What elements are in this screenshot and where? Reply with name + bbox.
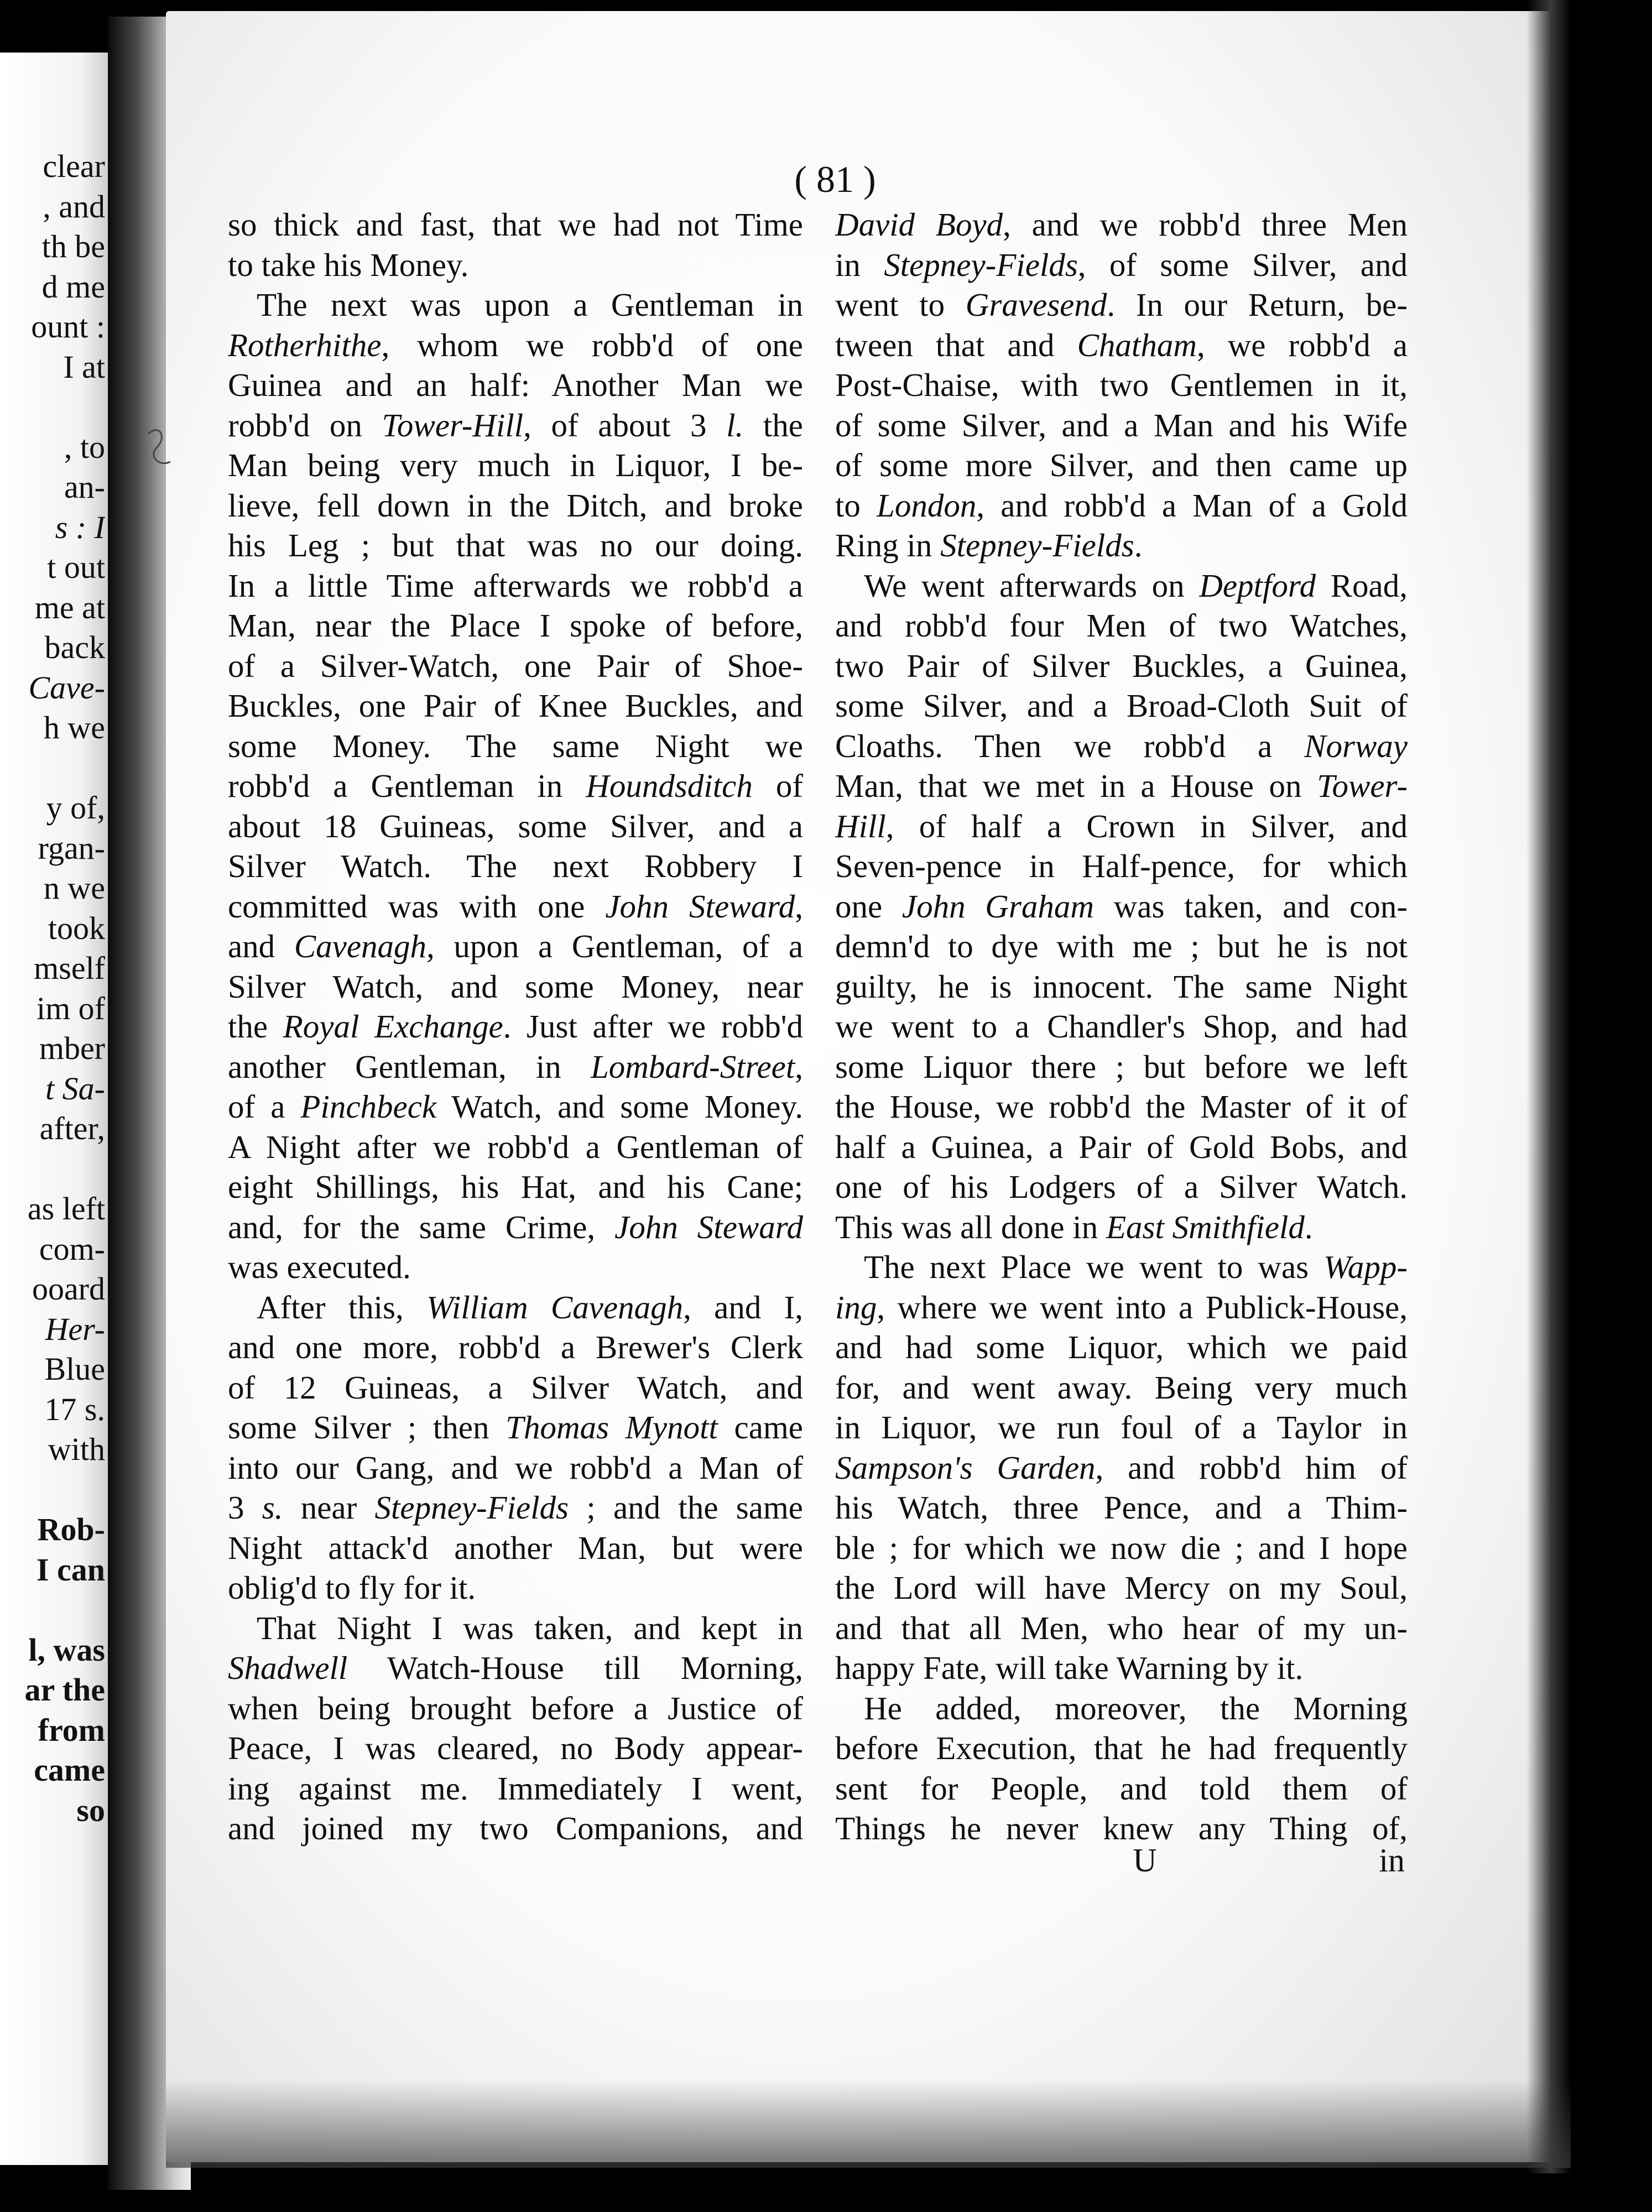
left_column-line: Peace, I was cleared, no Body appear- xyxy=(228,1730,803,1766)
left-page-fragment: , and xyxy=(43,188,105,225)
left_column-line: Silver Watch, and some Money, near xyxy=(228,968,803,1005)
right_column-line: before Execution, that he had frequently xyxy=(835,1730,1408,1766)
left_column-line: to take his Money. xyxy=(228,246,469,283)
left-page-fragment: Cave- xyxy=(28,669,105,706)
left_column-line: Buckles, one Pair of Knee Buckles, and xyxy=(228,687,803,724)
right_column-line: Post-Chaise, with two Gentlemen in it, xyxy=(835,367,1408,403)
page-bottom-shadow xyxy=(166,2079,1571,2168)
right_column-line: tween that and Chatham, we robb'd a xyxy=(835,326,1408,363)
left-page-fragment: Blue xyxy=(44,1351,105,1387)
left_column-line: robb'd a Gentleman in Houndsditch of xyxy=(228,768,803,804)
left-page-fragment: t Sa- xyxy=(45,1070,105,1107)
right_column-line: This was all done in East Smithfield. xyxy=(835,1208,1313,1245)
left_column-line: and joined my two Companions, and xyxy=(228,1810,803,1846)
right_column-line: The next Place we went to was Wapp- xyxy=(864,1249,1408,1285)
right-text-column xyxy=(835,205,1408,1849)
left-page-fragment: ooard xyxy=(32,1271,105,1307)
left-page-fragment: ar the xyxy=(24,1672,105,1708)
left-page-fragment: Her- xyxy=(45,1311,105,1347)
left_column-line: and Cavenagh, upon a Gentleman, of a xyxy=(228,928,803,964)
left-page-fragment: as left xyxy=(27,1191,105,1227)
left_column-line: some Silver ; then Thomas Mynott came xyxy=(228,1409,803,1446)
left-page-fragment: ount : xyxy=(31,309,105,345)
left_column-line: Night attack'd another Man, but were xyxy=(228,1529,803,1566)
left_column-line: into our Gang, and we robb'd a Man of xyxy=(228,1449,803,1486)
right_column-line: and had some Liquor, which we paid xyxy=(835,1329,1408,1365)
right_column-line: Sampson's Garden, and robb'd him of xyxy=(835,1449,1408,1486)
left-page-fragment: t out xyxy=(47,549,105,585)
left_column-line: Shadwell Watch-House till Morning, xyxy=(228,1650,803,1686)
left-page-fragment: l, was xyxy=(28,1631,105,1668)
right_column-line: demn'd to dye with me ; but he is not xyxy=(835,928,1408,964)
right_column-line: Things he never knew any Thing of, xyxy=(835,1810,1408,1846)
margin-pencil-mark xyxy=(143,423,176,473)
left_column-line: of a Silver-Watch, one Pair of Shoe- xyxy=(228,647,803,684)
left-page-fragment: back xyxy=(44,629,105,665)
right_column-line: guilty, he is innocent. The same Night xyxy=(835,968,1408,1005)
left_column-line: A Night after we robb'd a Gentleman of xyxy=(228,1128,803,1165)
right_column-line: happy Fate, will take Warning by it. xyxy=(835,1650,1304,1686)
left_column-line: After this, William Cavenagh, and I, xyxy=(257,1288,803,1326)
right_column-line: We went afterwards on Deptford Road, xyxy=(864,567,1408,604)
signature-mark: U xyxy=(1133,1842,1157,1879)
left_column-line: Guinea and an half: Another Man we xyxy=(228,367,803,403)
left-page-fragment: I at xyxy=(63,348,105,385)
right_column-line: ing, where we went into a Publick-House, xyxy=(835,1288,1408,1326)
left_column-line: ing against me. Immediately I went, xyxy=(228,1770,803,1807)
left_column-line: Silver Watch. The next Robbery I xyxy=(228,848,803,884)
left_column-line: committed was with one John Steward, xyxy=(228,888,803,925)
right_column-line: the House, we robb'd the Master of it of xyxy=(835,1088,1408,1125)
right_column-line: sent for People, and told them of xyxy=(835,1770,1408,1807)
left_column-line: about 18 Guineas, some Silver, and a xyxy=(228,807,803,844)
right_column-line: one John Graham was taken, and con- xyxy=(835,888,1408,925)
left_column-line: 3 s. near Stepney-Fields ; and the same xyxy=(228,1489,803,1526)
right_column-line: of some more Silver, and then came up xyxy=(835,447,1408,483)
right_column-line: half a Guinea, a Pair of Gold Bobs, and xyxy=(835,1128,1408,1165)
left_column-line: and one more, robb'd a Brewer's Clerk xyxy=(228,1329,803,1365)
left-page-fragment: came xyxy=(34,1752,105,1788)
left_column-line: of a Pinchbeck Watch, and some Money. xyxy=(228,1088,803,1125)
left-page-fragment: com- xyxy=(39,1230,105,1267)
left-page-fragment: so xyxy=(76,1792,105,1828)
left_column-line: when being brought before a Justice of xyxy=(228,1689,803,1726)
right_column-line: of some Silver, and a Man and his Wife xyxy=(835,406,1408,444)
left-page-fragment: d me xyxy=(41,268,105,305)
left-page-fragment: mself xyxy=(34,950,105,986)
left-facing-page xyxy=(0,53,108,2165)
right_column-line: his Watch, three Pence, and a Thim- xyxy=(835,1489,1408,1526)
right_column-line: for, and went away. Being very much xyxy=(835,1369,1408,1406)
left-page-fragment: , to xyxy=(64,429,105,465)
left-page-fragment: an- xyxy=(64,469,105,505)
right_column-line: and that all Men, who hear of my un- xyxy=(835,1609,1408,1646)
right_column-line: we went to a Chandler's Shop, and had xyxy=(835,1008,1408,1045)
left-page-fragment: y of, xyxy=(46,790,105,826)
left_column-line: Man, near the Place I spoke of before, xyxy=(228,607,803,644)
right_column-line: the Lord will have Mercy on my Soul, xyxy=(835,1569,1408,1606)
left-page-fragment: n we xyxy=(43,870,105,906)
left-page-fragment: im of xyxy=(36,990,105,1026)
right_column-line: and robb'd four Men of two Watches, xyxy=(835,607,1408,644)
left-page-fragment: Rob- xyxy=(37,1511,105,1547)
left-text-column xyxy=(228,205,803,1849)
left-page-fragment: h we xyxy=(43,709,105,745)
left_column-line: eight Shillings, his Hat, and his Cane; xyxy=(228,1168,803,1205)
left-page-fragment: me at xyxy=(34,589,105,625)
right_column-line: went to Gravesend. In our Return, be- xyxy=(835,286,1408,323)
left-page-fragment: rgan- xyxy=(38,830,105,866)
right_column-line: in Liquor, we run foul of a Taylor in xyxy=(835,1409,1408,1446)
catchword: in xyxy=(1379,1842,1405,1879)
left-page-fragment: mber xyxy=(39,1030,105,1066)
left-page-fragment: after, xyxy=(39,1110,105,1146)
left_column-line: so thick and fast, that we had not Time xyxy=(228,206,803,243)
left-page-fragment: s : I xyxy=(55,509,105,545)
left_column-line: of 12 Guineas, a Silver Watch, and xyxy=(228,1369,803,1406)
right_column-line: Hill, of half a Crown in Silver, and xyxy=(835,807,1408,844)
left_column-line: Man being very much in Liquor, I be- xyxy=(228,447,803,483)
right_column-line: David Boyd, and we robb'd three Men xyxy=(835,206,1408,243)
left-page-fragment: I can xyxy=(36,1551,105,1588)
left_column-line: was executed. xyxy=(228,1249,411,1285)
page-edge-shadow xyxy=(1526,0,1571,2173)
left_column-line: and, for the same Crime, John Steward xyxy=(228,1208,803,1245)
right_column-line: some Liquor there ; but before we left xyxy=(835,1048,1408,1085)
left_column-line: his Leg ; but that was no our doing. xyxy=(228,527,803,564)
left_column-line: In a little Time afterwards we robb'd a xyxy=(228,567,803,604)
right_column-line: one of his Lodgers of a Silver Watch. xyxy=(835,1168,1408,1205)
left-page-fragment: with xyxy=(48,1431,105,1467)
right_column-line: Ring in Stepney-Fields. xyxy=(835,527,1143,564)
left_column-line: That Night I was taken, and kept in xyxy=(257,1609,803,1646)
left_column-line: robb'd on Tower-Hill, of about 3 l. the xyxy=(228,406,803,444)
left-page-fragment: 17 s. xyxy=(44,1391,105,1427)
left-page-fragment: took xyxy=(48,910,105,946)
right_column-line: ble ; for which we now die ; and I hope xyxy=(835,1529,1408,1566)
right_column-line: Seven-pence in Half-pence, for which xyxy=(835,848,1408,884)
left_column-line: another Gentleman, in Lombard-Street, xyxy=(228,1048,803,1085)
left-page-fragment: th be xyxy=(41,228,105,264)
page-number: ( 81 ) xyxy=(794,158,876,200)
left_column-line: some Money. The same Night we xyxy=(228,727,803,764)
left_column-line: The next was upon a Gentleman in xyxy=(257,286,803,323)
right_column-line: He added, moreover, the Morning xyxy=(864,1689,1408,1726)
left-page-fragment: from xyxy=(38,1712,105,1748)
right_column-line: Cloaths. Then we robb'd a Norway xyxy=(835,727,1408,764)
right_column-line: in Stepney-Fields, of some Silver, and xyxy=(835,246,1408,283)
left_column-line: lieve, fell down in the Ditch, and broke xyxy=(228,487,803,524)
left_column-line: Rotherhithe, whom we robb'd of one xyxy=(228,326,803,363)
right_column-line: some Silver, and a Broad-Cloth Suit of xyxy=(835,687,1408,724)
right_column-line: two Pair of Silver Buckles, a Guinea, xyxy=(835,647,1408,684)
left_column-line: the Royal Exchange. Just after we robb'd xyxy=(228,1008,803,1045)
right_column-line: to London, and robb'd a Man of a Gold xyxy=(835,487,1408,524)
right_column-line: Man, that we met in a House on Tower- xyxy=(835,768,1408,804)
left_column-line: oblig'd to fly for it. xyxy=(228,1569,476,1606)
left-page-fragment: clear xyxy=(43,148,105,184)
